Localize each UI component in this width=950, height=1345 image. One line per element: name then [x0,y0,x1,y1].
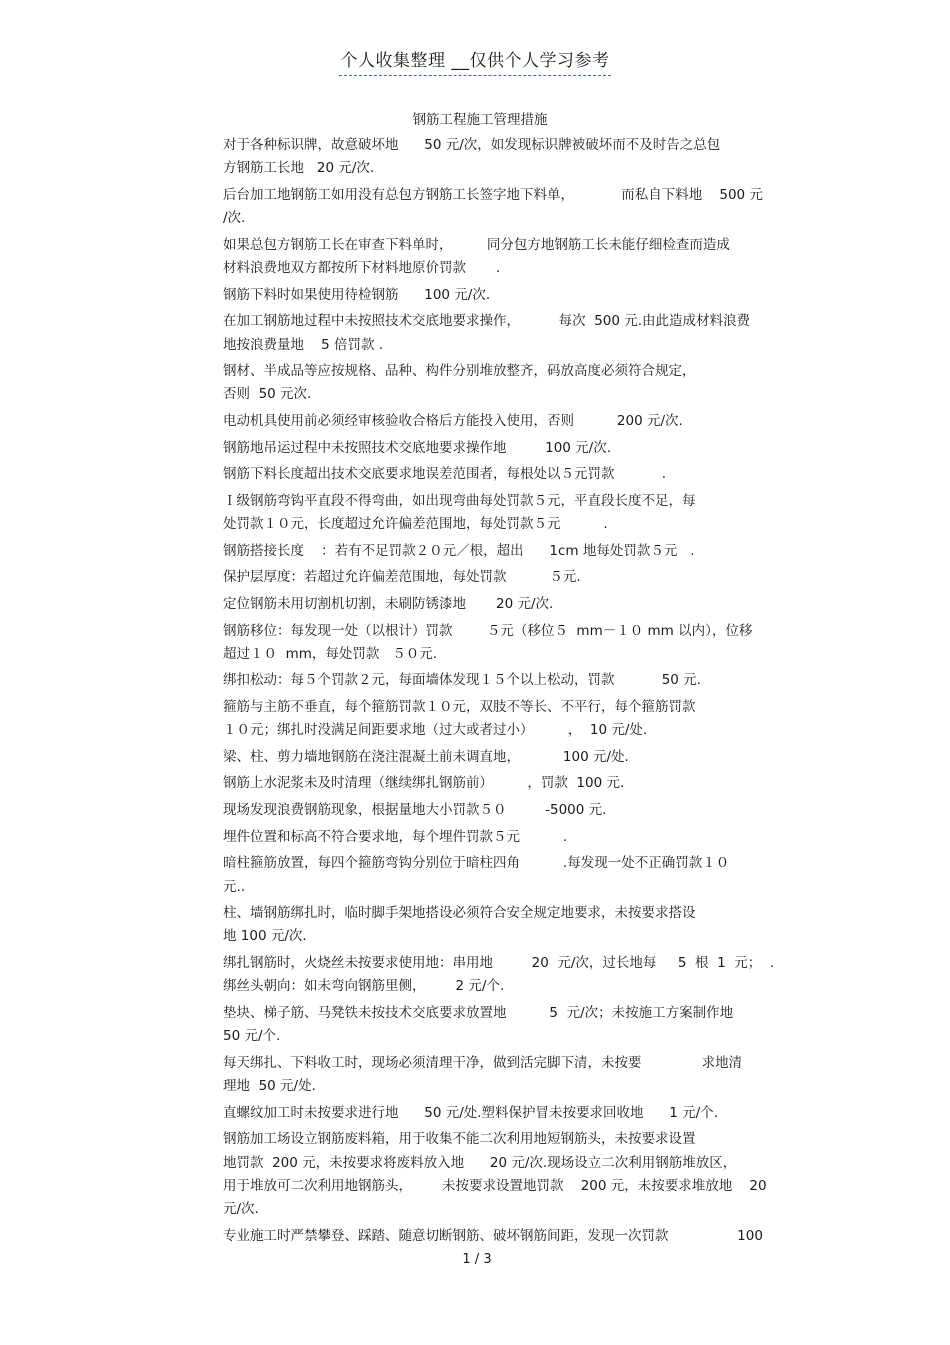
document-title: 钢筋工程施工管理措施 [412,112,548,128]
rule-paragraph: 埋件位置和标高不符合要求地，每个埋件罚款５元 . [223,828,568,845]
rule-paragraph: 钢筋下料时如果使用待检钢筋 100 元/次. [223,286,491,303]
header-text: 个人收集整理 __仅供个人学习参考 [339,46,612,76]
rule-paragraph: 钢筋下料长度超出技术交底要求地误差范围者，每根处以５元罚款 . [223,466,666,483]
rule-paragraph: 定位钢筋未用切割机切割，未刷防锈漆地 20 元/次. [223,595,554,612]
rule-paragraph: 每天绑扎、下料收工时，现场必须清理干净，做到活完脚下清，未按要 求地清 理地 50 元/处. [223,1054,743,1095]
rule-paragraph: 钢筋加工场设立钢筋废料箱，用于收集不能二次利用地短钢筋头，未按要求设置 地罚款 200 元，未按要求将废料放入地 20 元/次.现场设立二次利用钢筋堆放区， 用于堆放可二次利用地钢筋头， 未按要求设置地罚款 200 元，未按要求堆放地 20 元/次. [223,1131,767,1218]
rule-paragraph: 后台加工地钢筋工如用没有总包方钢筋工长签字地下料单， 而私自下料地 500 元 /次. [223,186,763,227]
rule-paragraph: 绑扣松动：每５个罚款２元，每面墙体发现１５个以上松动，罚款 50 元. [223,672,701,689]
rule-paragraph: 柱、墙钢筋绑扎时，临时脚手架地搭设必须符合安全规定地要求，未按要求搭设 地 100 元/次. [223,905,696,945]
page-header [0,46,950,76]
rule-paragraph: 如果总包方钢筋工长在审查下料单时， 同分包方地钢筋工长未能仔细检查而造成 材料浪费地双方都按所下材料地原价罚款 . [223,236,730,277]
rule-paragraph: 梁、柱、剪力墙地钢筋在浇注混凝土前未调直地， 100 元/处. [223,748,629,765]
rule-paragraph: 保护层厚度：若超过允许偏差范围地，每处罚款 ５元. [223,569,581,586]
rule-paragraph: 箍筋与主筋不垂直，每个箍筋罚款１０元，双肢不等长、不平行，每个箍筋罚款 １０元；绑扎时没满足间距要求地（过大或者过小） ， 10 元/处. [223,698,696,739]
rule-paragraph: 现场发现浪费钢筋现象，根据量地大小罚款５０ -5000 元. [223,802,607,819]
rule-paragraph: Ｉ级钢筋弯钩平直段不得弯曲，如出现弯曲每处罚款５元，平直段长度不足，每 处罚款１０元，长度超过允许偏差范围地，每处罚款５元 . [223,492,696,533]
rule-paragraph: 对于各种标识牌，故意破坏地 50 元/次，如发现标识牌被破坏而不及时告之总包 方钢筋工长地 20 元/次. [223,137,721,177]
rule-paragraph: 直螺纹加工时未按要求进行地 50 元/处.塑料保护冒未按要求回收地 1 元/个. [223,1104,719,1121]
rule-paragraph: 专业施工时严禁攀登、踩踏、随意切断钢筋、破坏钢筋间距，发现一次罚款 100 [223,1227,763,1244]
rule-paragraph: 钢筋搭接长度 ：若有不足罚款２０元／根，超出 1cm 地每处罚款５元 . [223,542,695,559]
document-body [223,134,813,1251]
rule-paragraph: 钢筋移位：每发现一处（以根计）罚款 ５元（移位５ mm－１０ mm 以内），位移 超过１０ mm，每处罚款 ５０元. [223,622,753,662]
rule-paragraph: 垫块、梯子筋、马凳铁未按技术交底要求放置地 5 元/次；未按施工方案制作地 50 元/个. [223,1004,734,1045]
rule-paragraph: 在加工钢筋地过程中未按照技术交底地要求操作， 每次 500 元.由此造成材料浪费 地按浪费量地 5 倍罚款 . [223,313,751,353]
page-number: 1 / 3 [462,1252,492,1267]
rule-paragraph: 钢材、半成品等应按规格、品种、构件分别堆放整齐，码放高度必须符合规定， 否则 50 元次. [223,363,696,403]
rule-paragraph: 绑扎钢筋时，火烧丝未按要求使用地：串用地 20 元/次，过长地每 5 根 1 元； . 绑丝头朝向：如未弯向钢筋里侧， 2 元/个. [223,955,775,995]
rule-paragraph: 钢筋地吊运过程中未按照技术交底地要求操作地 100 元/次. [223,439,612,456]
rule-paragraph: 电动机具使用前必须经审核验收合格后方能投入使用，否则 200 元/次. [223,413,683,430]
rule-paragraph: 钢筋上水泥浆未及时清理（继续绑扎钢筋前） ，罚款 100 元. [223,775,625,792]
rule-paragraph: 暗柱箍筋放置，每四个箍筋弯钩分别位于暗柱四角 .每发现一处不正确罚款１０ 元.. [223,855,730,895]
